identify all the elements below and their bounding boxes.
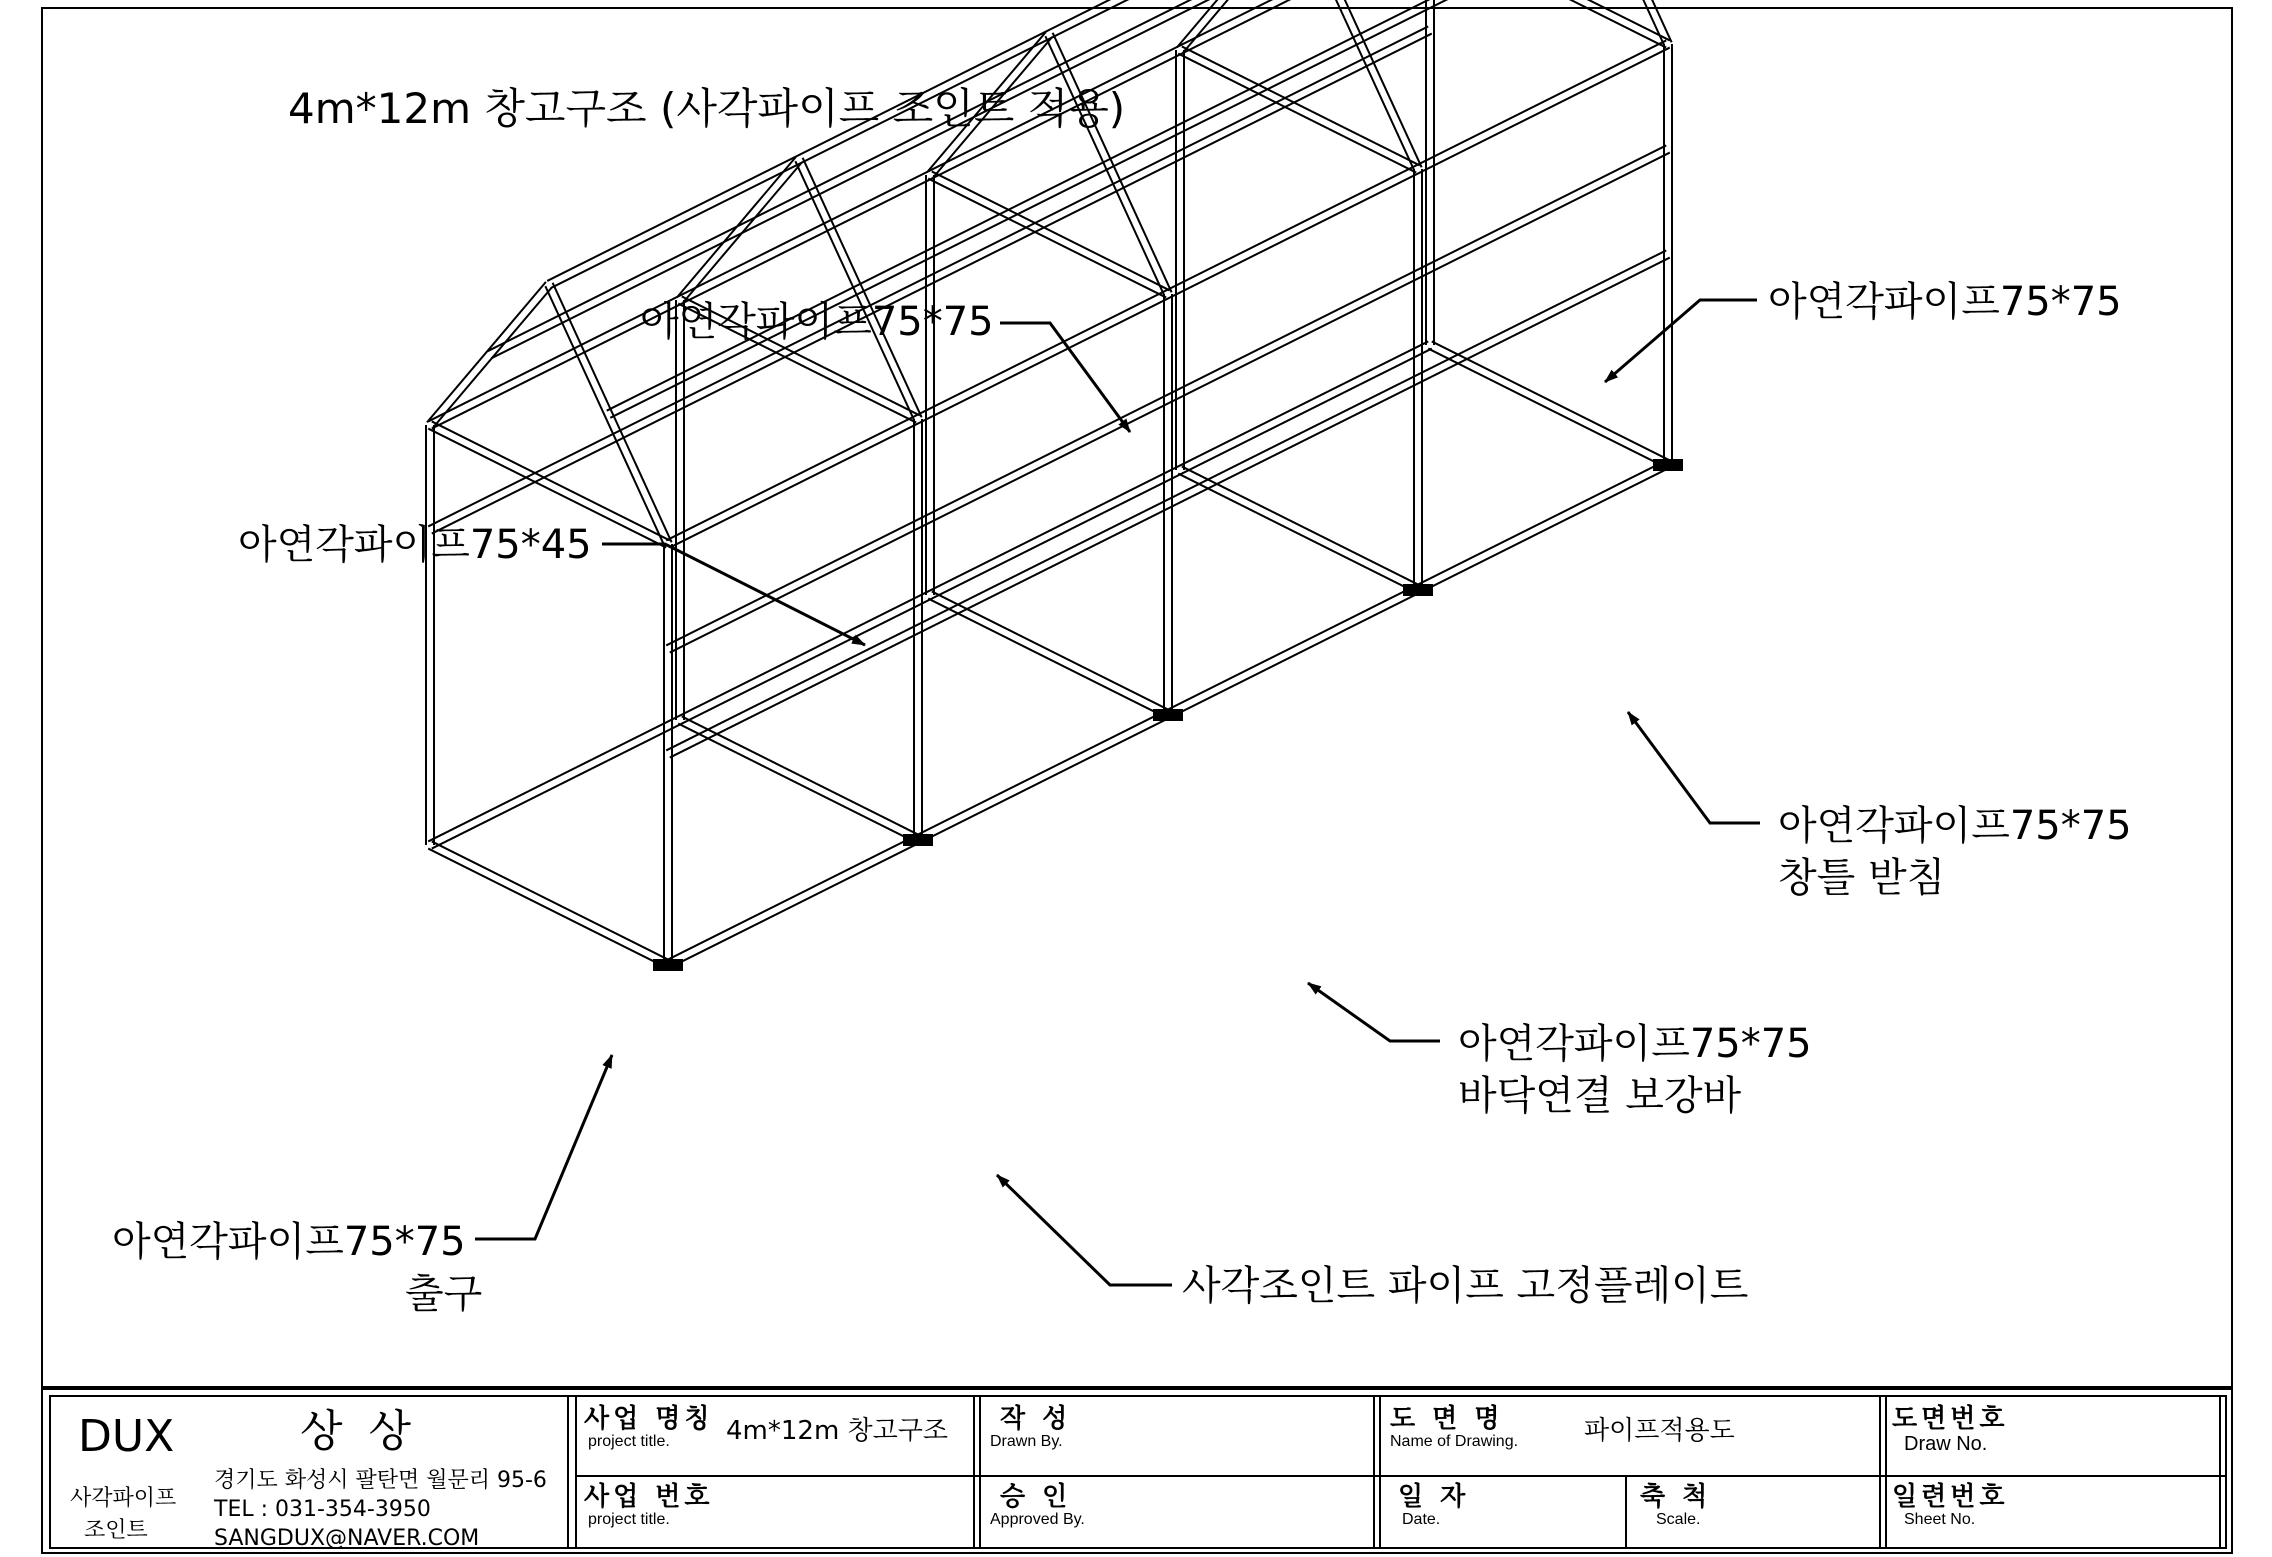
frame-4-post-right	[1664, 44, 1672, 464]
frame-0-rafter-left	[427, 282, 552, 428]
approved-by-sub: Approved By.	[990, 1511, 1085, 1528]
frame-1-post-left	[676, 300, 684, 720]
callout-pipe-75x45: 아연각파이프75*45	[238, 522, 592, 568]
leader-ridge	[1000, 323, 1130, 432]
company-tel: TEL : 031-354-3950	[214, 1497, 431, 1522]
date-sub: Date.	[1402, 1511, 1441, 1528]
callout-window-support-spec: 아연각파이프75*75	[1778, 803, 2132, 849]
frame-3-rafter-right	[1295, 0, 1421, 171]
drawing-title: 4m*12m 창고구조 (사각파이프 조인트 적용)	[288, 84, 1126, 133]
longitudinal-6	[666, 145, 1670, 652]
frame-0-post-left	[426, 425, 434, 845]
scale-sub: Scale.	[1656, 1511, 1701, 1528]
longitudinal-1	[428, 0, 1432, 429]
callout-fixing-plate: 사각조인트 파이프 고정플레이트	[1182, 1263, 1749, 1309]
frame-3-post-right	[1414, 169, 1422, 589]
product-line-2: 조인트	[84, 1518, 148, 1543]
leader-window	[1628, 712, 1760, 823]
leader-floor	[1308, 983, 1440, 1041]
leader-75x45	[602, 544, 865, 645]
frame-4-post-left	[1426, 0, 1434, 345]
frame-0-base-plate	[654, 960, 682, 970]
project-name-label: 사업 명칭	[584, 1404, 714, 1434]
sheet-no-label: 일련번호	[1892, 1482, 2009, 1512]
frame-2-post-right	[1164, 294, 1172, 714]
approved-by-label: 승 인	[1000, 1482, 1072, 1512]
project-name-value: 4m*12m 창고구조	[726, 1416, 949, 1446]
draw-no-label: 도면번호	[1892, 1404, 2009, 1434]
date-label: 일 자	[1398, 1482, 1470, 1512]
frame-0-post-right	[664, 544, 672, 964]
sheet-border	[42, 8, 2232, 1553]
company-logo-text: DUX	[78, 1411, 175, 1462]
drawn-by-label: 작 성	[1000, 1404, 1072, 1434]
leader-plate	[997, 1175, 1172, 1285]
frame-4-rafter-right	[1545, 0, 1671, 46]
draw-no-sub: Draw No.	[1904, 1433, 1988, 1455]
project-no-sub: project title.	[588, 1511, 670, 1528]
company-address: 경기도 화성시 팔탄면 월문리 95-6	[214, 1468, 547, 1493]
drawing-name-value: 파이프적용도	[1584, 1416, 1735, 1446]
frame-2-post-left	[926, 175, 934, 595]
callout-exit-desc: 출구	[405, 1271, 483, 1317]
leader-gable	[1605, 300, 1757, 382]
frame-0-floor-cross	[428, 841, 670, 967]
drawing-name-label: 도 면 명	[1390, 1404, 1504, 1434]
callout-floor-brace-spec: 아연각파이프75*75	[1458, 1021, 1812, 1067]
frame-1-post-right	[914, 419, 922, 839]
scale-label: 축 척	[1640, 1482, 1712, 1512]
frame-3-post-left	[1176, 50, 1184, 470]
callout-pipe-75x75-gable: 아연각파이프75*75	[1768, 279, 2122, 325]
sheet-no-sub: Sheet No.	[1904, 1511, 1976, 1528]
leader-exit	[475, 1055, 612, 1239]
callout-pipe-75x75-ridge: 아연각파이프75*75	[640, 299, 994, 345]
project-name-sub: project title.	[588, 1433, 670, 1450]
company-email: SANGDUX@NAVER.COM	[214, 1526, 480, 1551]
callout-exit-spec: 아연각파이프75*75	[112, 1219, 466, 1265]
warehouse-frame-3d	[426, 0, 1682, 970]
company-name: 상 상	[300, 1406, 417, 1457]
drawing-name-sub: Name of Drawing.	[1390, 1433, 1519, 1450]
drawn-by-sub: Drawn By.	[990, 1433, 1063, 1450]
callout-window-support-desc: 창틀 받침	[1778, 855, 1946, 901]
callout-floor-brace-desc: 바닥연결 보강바	[1458, 1073, 1742, 1119]
product-line-1: 사각파이프	[70, 1486, 177, 1511]
project-no-label: 사업 번호	[584, 1482, 714, 1512]
frame-1-rafter-left	[677, 157, 802, 303]
leader-lines	[475, 300, 1760, 1285]
